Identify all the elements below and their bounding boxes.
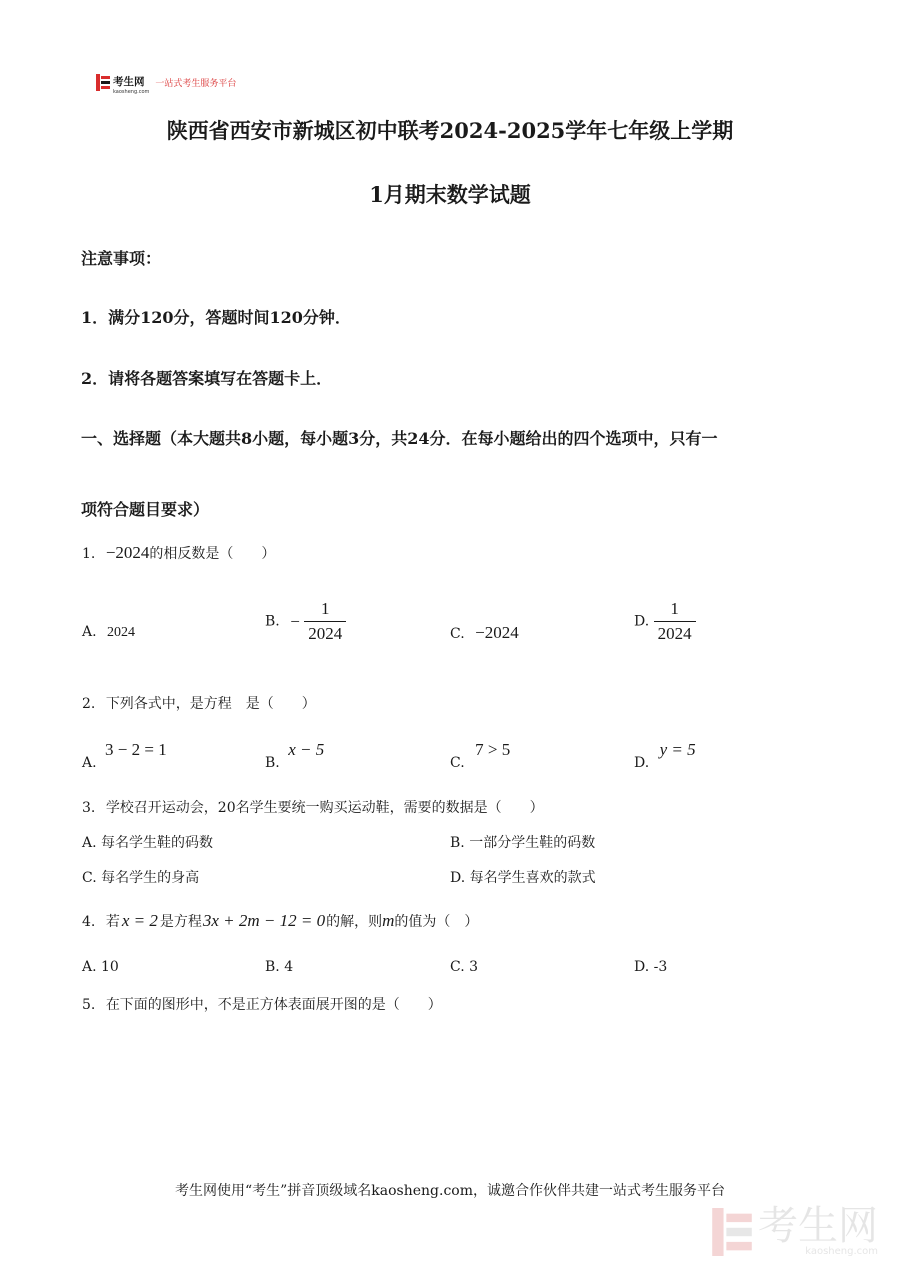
- notes-item-2: 2．请将各题答案填写在答题卡上．: [81, 369, 333, 388]
- question-number: 3.: [82, 800, 96, 816]
- q1-option-a[interactable]: [82, 624, 135, 641]
- q3-option-d[interactable]: D. 每名学生喜欢的款式: [450, 870, 596, 886]
- question-number: 5.: [82, 997, 96, 1013]
- option-value: x − 5: [288, 740, 325, 759]
- q4-option-d[interactable]: D. -3: [634, 959, 668, 975]
- notes-heading: 注意事项：: [81, 249, 162, 268]
- question-5-text: 在下面的图形中，不是正方体表面展开图的是（ ）: [105, 997, 442, 1013]
- option-label: C.: [450, 755, 465, 771]
- question-4-variable: m: [382, 911, 395, 930]
- watermark-name: 考生网: [758, 1203, 878, 1249]
- q4-option-a[interactable]: A. 10: [82, 959, 119, 975]
- question-3: [82, 797, 544, 817]
- logo-url: kaosheng.com: [113, 88, 150, 95]
- question-1: [82, 543, 275, 563]
- option-label: B.: [265, 755, 280, 771]
- option-value: y = 5: [659, 740, 696, 759]
- question-4-post2: 的值为（ ）: [394, 914, 479, 930]
- watermark-text: [758, 1203, 878, 1257]
- option-value: 3 − 2 = 1: [105, 740, 167, 759]
- watermark-url: kaosheng.com: [805, 1246, 878, 1257]
- document-title-line1: 陕西省西安市新城区初中联考2024-2025学年七年级上学期: [166, 118, 734, 143]
- section1-heading-line1: 一、选择题（本大题共8小题，每小题3分，共24分．在每小题给出的四个选项中，只有一: [81, 429, 718, 448]
- q2-option-a[interactable]: [82, 740, 167, 771]
- question-2-text: 下列各式中，是方程 是（ ）: [105, 696, 316, 712]
- logo-text: [113, 70, 149, 95]
- footer-text: 考生网使用“考生”拼音顶级域名kaosheng.com，诚邀合作伙伴共建一站式考生服务平台: [174, 1183, 726, 1199]
- fraction-numerator: 1: [321, 599, 330, 618]
- question-4-equation: 3x + 2m − 12 = 0: [202, 911, 326, 930]
- notes-item-1: 1．满分120分，答题时间120分钟．: [81, 308, 351, 327]
- question-number: 2.: [82, 696, 96, 712]
- option-value: −2024: [475, 623, 519, 642]
- watermark: [712, 1203, 878, 1257]
- fraction-denominator: 2024: [304, 621, 346, 644]
- kaosheng-logo-icon: [96, 74, 110, 91]
- question-2: [82, 693, 316, 713]
- option-label: D.: [634, 755, 650, 771]
- question-1-expression: −2024: [105, 543, 150, 562]
- option-label: C.: [450, 626, 465, 642]
- question-4-post1: 的解，则: [326, 914, 383, 930]
- question-number: 1.: [82, 546, 96, 562]
- question-4-pre: 若: [105, 914, 120, 930]
- option-label: D.: [634, 613, 650, 630]
- q4-option-c[interactable]: C. 3: [450, 959, 479, 975]
- question-number: 4.: [82, 914, 96, 930]
- question-3-text: 学校召开运动会，20名学生要统一购买运动鞋，需要的数据是（ ）: [105, 800, 544, 816]
- q4-option-b[interactable]: B. 4: [265, 959, 294, 975]
- option-sign: −: [290, 611, 300, 631]
- q1-option-d[interactable]: [634, 599, 696, 644]
- q2-option-d[interactable]: [634, 740, 696, 771]
- q1-option-c[interactable]: [450, 623, 519, 643]
- section1-heading-line2: 项符合题目要求）: [81, 500, 210, 519]
- q2-option-b[interactable]: [265, 740, 325, 771]
- header-logo: [96, 72, 237, 95]
- fraction-denominator: 2024: [654, 621, 696, 644]
- q1-option-b[interactable]: [265, 599, 346, 644]
- option-label: B.: [265, 613, 280, 630]
- question-5: [82, 994, 442, 1014]
- option-value: 2024: [107, 625, 136, 640]
- q3-option-b[interactable]: B. 一部分学生鞋的码数: [450, 835, 596, 851]
- fraction-numerator: 1: [670, 599, 679, 618]
- document-title-line2: 1月期末数学试题: [369, 182, 531, 207]
- option-label: A.: [82, 624, 97, 640]
- q3-option-c[interactable]: C. 每名学生的身高: [82, 870, 200, 886]
- q2-option-c[interactable]: [450, 740, 511, 771]
- option-fraction: [654, 599, 696, 644]
- q3-option-a[interactable]: A. 每名学生鞋的码数: [82, 835, 214, 851]
- logo-slogan: 一站式考生服务平台: [155, 78, 237, 89]
- question-4: [82, 911, 478, 931]
- question-1-text: 的相反数是（ ）: [149, 546, 276, 562]
- question-4-condition: x = 2: [121, 911, 158, 930]
- option-label: A.: [82, 755, 97, 771]
- question-4-mid: 是方程: [159, 914, 202, 930]
- option-fraction: [304, 599, 346, 644]
- logo-name: 考生网: [113, 75, 145, 88]
- watermark-logo-icon: [712, 1208, 752, 1256]
- option-value: 7 > 5: [475, 740, 511, 759]
